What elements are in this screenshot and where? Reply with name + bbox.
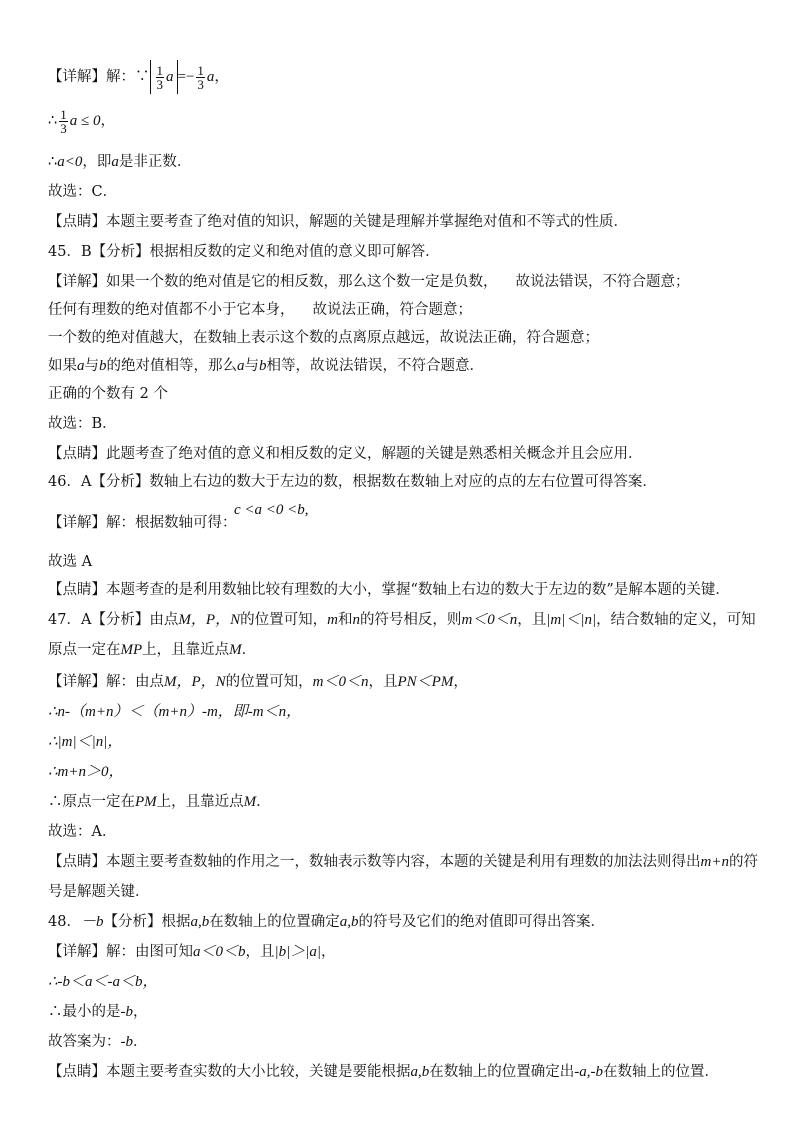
text: ，: [100, 113, 115, 129]
fraction: [156, 64, 165, 91]
math-text: M，P，N: [164, 674, 226, 690]
math-text: a ≤ 0: [69, 113, 101, 129]
line-comment-46: 【点睛】本题考查的是利用数轴比较有理数的大小，掌握“数轴上右边的数大于左边的数”是解本题的关键．: [48, 582, 730, 598]
math-text: a,b: [339, 914, 359, 930]
math-text: m+n: [700, 854, 729, 870]
text: 与: [244, 358, 259, 374]
text: 【详解】解：由图可知: [48, 944, 193, 960]
math-text: -a,-b: [574, 1064, 603, 1080]
text: 任何有理数的绝对值都不小于它本身，: [48, 302, 295, 318]
text: 上，且靠近点: [156, 794, 244, 810]
line-q46-detail: 【详解】解：根据数轴可得：: [48, 515, 237, 531]
text: 原点一定在: [48, 642, 121, 658]
text: 47．A【分析】由点: [48, 612, 179, 628]
var-n: n: [352, 612, 360, 628]
var-a: a: [166, 69, 174, 85]
text: 的符号及它们的绝对值即可得出答案．: [358, 914, 605, 930]
var-a: a: [206, 69, 215, 85]
line-q47-detail: [48, 672, 468, 692]
text: 上，且靠近点: [142, 642, 230, 658]
text: 故答案为：: [48, 1034, 121, 1050]
text: 的位置可知，: [240, 612, 328, 628]
fraction: [196, 64, 205, 91]
line-q48-detail: [48, 942, 336, 962]
text: ，且: [368, 674, 398, 690]
text: 【点睛】本题主要考查数轴的作用之一，数轴表示数等内容，本题的关键是利用有理数的加法法则得出: [48, 854, 701, 870]
line-q46-inequality: c <a <0 <b,: [234, 502, 309, 518]
math-text: -b: [120, 1004, 133, 1020]
line-comment-47: [48, 852, 758, 872]
math-text: |b|＞|a|: [274, 944, 322, 960]
text: ，且: [245, 944, 275, 960]
text: 的位置可知，: [225, 674, 313, 690]
text: 故说法正确，符合题意；: [312, 302, 472, 318]
text: ．: [241, 642, 257, 658]
line-q45-detail-4: [48, 356, 484, 376]
line-q47-step-4: [48, 792, 271, 812]
text: ，: [214, 69, 229, 85]
line-answer-a-47: 故选：A．: [48, 824, 117, 840]
text: ，: [133, 1004, 148, 1020]
text: 【详解】如果一个数的绝对值是它的相反数，那么这个数一定是负数，: [48, 274, 498, 290]
line-q47-step-2: ∴|m|＜|n|，: [48, 734, 123, 750]
math-text: M: [243, 794, 257, 810]
math-text: a<0: [57, 154, 83, 170]
line-q45-detail-2: [48, 300, 472, 320]
absolute-value: [150, 60, 178, 94]
math-text: m＜0＜n: [312, 674, 369, 690]
text: 在数轴上的位置．: [603, 1064, 719, 1080]
text: 如果: [48, 358, 77, 374]
text: ∴: [48, 113, 58, 129]
text: ，: [453, 674, 468, 690]
var-a: a: [77, 358, 85, 374]
math-text: －b: [80, 914, 104, 930]
fraction: [59, 108, 68, 135]
line-q45-detail-1: [48, 272, 690, 292]
line-comment-44: 【点睛】本题主要考查了绝对值的知识，解题的关键是理解并掌握绝对值和不等式的性质．: [48, 214, 628, 230]
text: 是非正数．: [118, 154, 192, 170]
text: ，: [321, 944, 336, 960]
text: ∴最小的是: [48, 1004, 121, 1020]
text: 在数轴上的位置确定: [209, 914, 340, 930]
text: 【点睛】本题主要考查实数的大小比较，关键是要能根据: [48, 1064, 411, 1080]
line-q45-detail-3: 一个数的绝对值越大，在数轴上表示这个数的点离原点越远，故说法正确，符合题意；: [48, 330, 599, 346]
text: ．: [256, 794, 271, 810]
denominator: 3: [197, 76, 204, 92]
text: ，且: [517, 612, 547, 628]
text: 与: [84, 358, 99, 374]
text: 故说法错误，不符合题意；: [515, 274, 690, 290]
math-text: m＜0＜n: [461, 612, 518, 628]
line-answer-c: 故选：C．: [48, 184, 118, 200]
text: 的绝对值相等，那么: [106, 358, 237, 374]
text: 【详解】解：由点: [48, 674, 164, 690]
line-q48-answer: [48, 1032, 148, 1052]
line-count: 正确的个数有 2 个: [48, 386, 168, 402]
text: 【分析】根据: [103, 914, 191, 930]
math-text: PN＜PM: [397, 674, 454, 690]
line-q46: 46．A【分析】数轴上右边的数大于左边的数，根据数在数轴上对应的点的左右位置可得答案．: [48, 474, 657, 490]
line-comment-48: [48, 1062, 719, 1082]
math-text: |m|＜|n|: [546, 612, 597, 628]
line-comment-47-cont: 号是解题关键．: [48, 884, 150, 900]
text: ，结合数轴的定义，可知: [596, 612, 756, 628]
var-m: m: [327, 612, 338, 628]
numerator: 1: [156, 62, 163, 78]
line-answer-b: 故选：B．: [48, 416, 117, 432]
line-q47-step-1: ∴n-（m+n）＜（m+n）-m，即-m＜n，: [48, 704, 302, 720]
text: 和: [337, 612, 353, 628]
line-comment-45: 【点睛】此题考查了绝对值的意义和相反数的定义，解题的关键是熟悉相关概念并且会应用．: [48, 446, 643, 462]
line-therefore-1: [48, 104, 115, 138]
text: ∴原点一定在: [48, 794, 135, 810]
text: 48．: [48, 914, 81, 930]
line-q47: [48, 610, 756, 630]
math-text: a＜0＜b: [193, 944, 246, 960]
var-b: b: [259, 358, 267, 374]
line-q45: 45．B【分析】根据相反数的定义和绝对值的意义即可解答．: [48, 244, 440, 260]
text: ，即: [82, 154, 112, 170]
math-text: -b: [120, 1034, 133, 1050]
var-a: a: [237, 358, 245, 374]
math-text: a,b: [190, 914, 210, 930]
text: 的符: [728, 854, 758, 870]
line-therefore-2: [48, 152, 191, 172]
math-text: =−: [177, 69, 195, 85]
numerator: 1: [197, 62, 204, 78]
line-q48: [48, 912, 605, 932]
text: 【详解】解：∵: [48, 69, 150, 85]
math-text: M，P，N: [178, 612, 241, 628]
text: 相等，故说法错误，不符合题意．: [266, 358, 484, 374]
text: 的符号相反，则: [359, 612, 462, 628]
line-q48-step-1: ∴-b＜a＜-a＜b，: [48, 974, 158, 990]
math-text: PM: [135, 794, 157, 810]
denominator: 3: [60, 120, 67, 136]
line-q47-step-3: ∴m+n＞0，: [48, 764, 124, 780]
text: ．: [133, 1034, 148, 1050]
line-answer-a-46: 故选 A: [48, 554, 93, 570]
math-text: M: [229, 642, 242, 658]
numerator: 1: [60, 106, 67, 122]
line-q47-cont: [48, 640, 256, 660]
var-a: a: [111, 154, 119, 170]
text: ∴: [48, 154, 58, 170]
line-q48-step-2: [48, 1002, 148, 1022]
math-text: a,b: [410, 1064, 430, 1080]
math-text: MP: [120, 642, 143, 658]
var-b: b: [99, 358, 107, 374]
denominator: 3: [156, 76, 163, 92]
text: 在数轴上的位置确定出: [429, 1064, 575, 1080]
line-detail-abs: [48, 60, 229, 94]
